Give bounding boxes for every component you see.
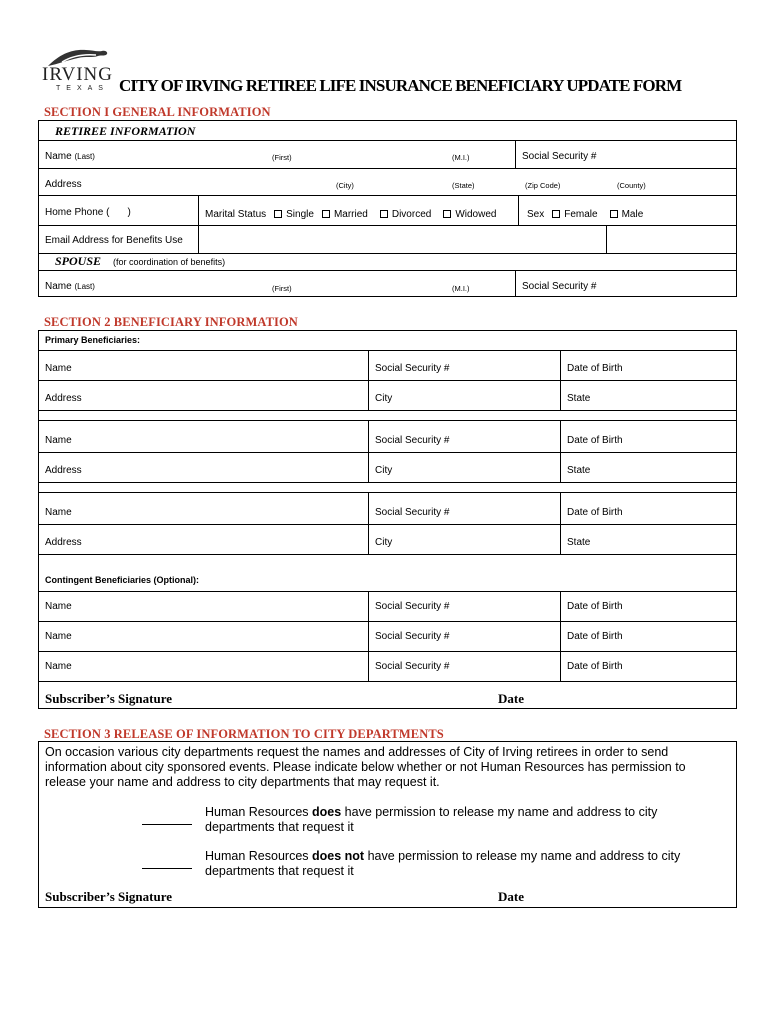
sex-group: Sex Female Male <box>527 209 644 220</box>
logo-state: TEXAS <box>56 85 109 92</box>
table-row: Social Security # <box>375 435 450 446</box>
retiree-info-heading: RETIREE INFORMATION <box>55 124 196 138</box>
table-row: Name <box>45 601 72 612</box>
section1-heading: SECTION I GENERAL INFORMATION <box>44 105 271 119</box>
retiree-county-label: (County) <box>617 181 646 190</box>
female-checkbox[interactable] <box>552 210 560 218</box>
spouse-first-label: (First) <box>272 284 292 293</box>
table-row: Name <box>45 363 72 374</box>
table-row: State <box>567 393 591 404</box>
table-row: City <box>375 393 393 404</box>
does-permission-line[interactable] <box>142 824 192 825</box>
table-row: Name <box>45 661 72 672</box>
table-row: Social Security # <box>375 631 450 642</box>
section3-heading: SECTION 3 RELEASE OF INFORMATION TO CITY DEPARTMENTS <box>44 727 444 741</box>
retiree-zip-label: (Zip Code) <box>525 181 561 190</box>
contingent-beneficiaries-label: Contingent Beneficiaries (Optional): <box>45 575 200 585</box>
spouse-heading: SPOUSE <box>55 254 102 268</box>
table-row: State <box>567 537 591 548</box>
does-not-permission-line[interactable] <box>142 868 192 869</box>
divorced-checkbox[interactable] <box>380 210 388 218</box>
logo <box>42 44 112 94</box>
spouse-mi-label: (M.I.) <box>452 284 470 293</box>
logo-name: IRVING <box>42 64 113 85</box>
table-row: Address <box>45 393 82 404</box>
single-checkbox[interactable] <box>274 210 282 218</box>
does-not-permission-text: Human Resources does not have permission to release my name and address to city departments that request it <box>205 849 681 878</box>
retiree-first-label: (First) <box>272 153 292 162</box>
table-row: City <box>375 537 393 548</box>
retiree-state-label: (State) <box>452 181 475 190</box>
table-row: Social Security # <box>375 661 450 672</box>
table-row: Date of Birth <box>567 435 623 446</box>
table-row: Social Security # <box>375 363 450 374</box>
table-row: Name <box>45 631 72 642</box>
table-row: Date of Birth <box>567 363 623 374</box>
table-row: Name <box>45 507 72 518</box>
table-row: City <box>375 465 393 476</box>
spouse-name-label: Name (Last) <box>45 281 95 292</box>
table-row: Address <box>45 537 82 548</box>
email-label: Email Address for Benefits Use <box>45 235 183 246</box>
retiree-ssn-label: Social Security # <box>522 151 597 162</box>
married-checkbox[interactable] <box>322 210 330 218</box>
table-row: Social Security # <box>375 507 450 518</box>
spouse-ssn-label: Social Security # <box>522 281 597 292</box>
release-paragraph: On occasion various city departments request the names and addresses of City of Irving retirees in order to send information about city sponsored events. Please indicate below whether or not Human Resources has permission to release your name and address to city departments that may request it. <box>45 745 686 789</box>
retiree-name-label: Name (Last) <box>45 151 95 162</box>
table-row: Date of Birth <box>567 631 623 642</box>
table-row: Address <box>45 465 82 476</box>
male-checkbox[interactable] <box>610 210 618 218</box>
table-row: State <box>567 465 591 476</box>
section3-date-label: Date <box>498 889 524 904</box>
form-title: CITY OF IRVING RETIREE LIFE INSURANCE BENEFICIARY UPDATE FORM <box>119 76 682 95</box>
retiree-mi-label: (M.I.) <box>452 153 470 162</box>
table-row: Social Security # <box>375 601 450 612</box>
table-row: Date of Birth <box>567 661 623 672</box>
does-permission-text: Human Resources does have permission to release my name and address to city departments that request it <box>205 805 658 834</box>
table-row: Name <box>45 435 72 446</box>
home-phone-label: Home Phone ( ) <box>45 207 131 218</box>
retiree-city-label: (City) <box>336 181 354 190</box>
marital-status-group: Marital Status Single Married Divorced Widowed <box>205 209 497 220</box>
spouse-note: (for coordination of benefits) <box>113 257 226 267</box>
section2-signature-label: Subscriber’s Signature <box>45 691 172 706</box>
section2-heading: SECTION 2 BENEFICIARY INFORMATION <box>44 315 298 329</box>
table-row: Date of Birth <box>567 601 623 612</box>
section2-date-label: Date <box>498 691 524 706</box>
retiree-address-label: Address <box>45 179 82 190</box>
table-row: Date of Birth <box>567 507 623 518</box>
primary-beneficiaries-label: Primary Beneficiaries: <box>45 335 141 345</box>
beneficiary-box <box>38 330 737 709</box>
section3-signature-label: Subscriber’s Signature <box>45 889 172 904</box>
widowed-checkbox[interactable] <box>443 210 451 218</box>
